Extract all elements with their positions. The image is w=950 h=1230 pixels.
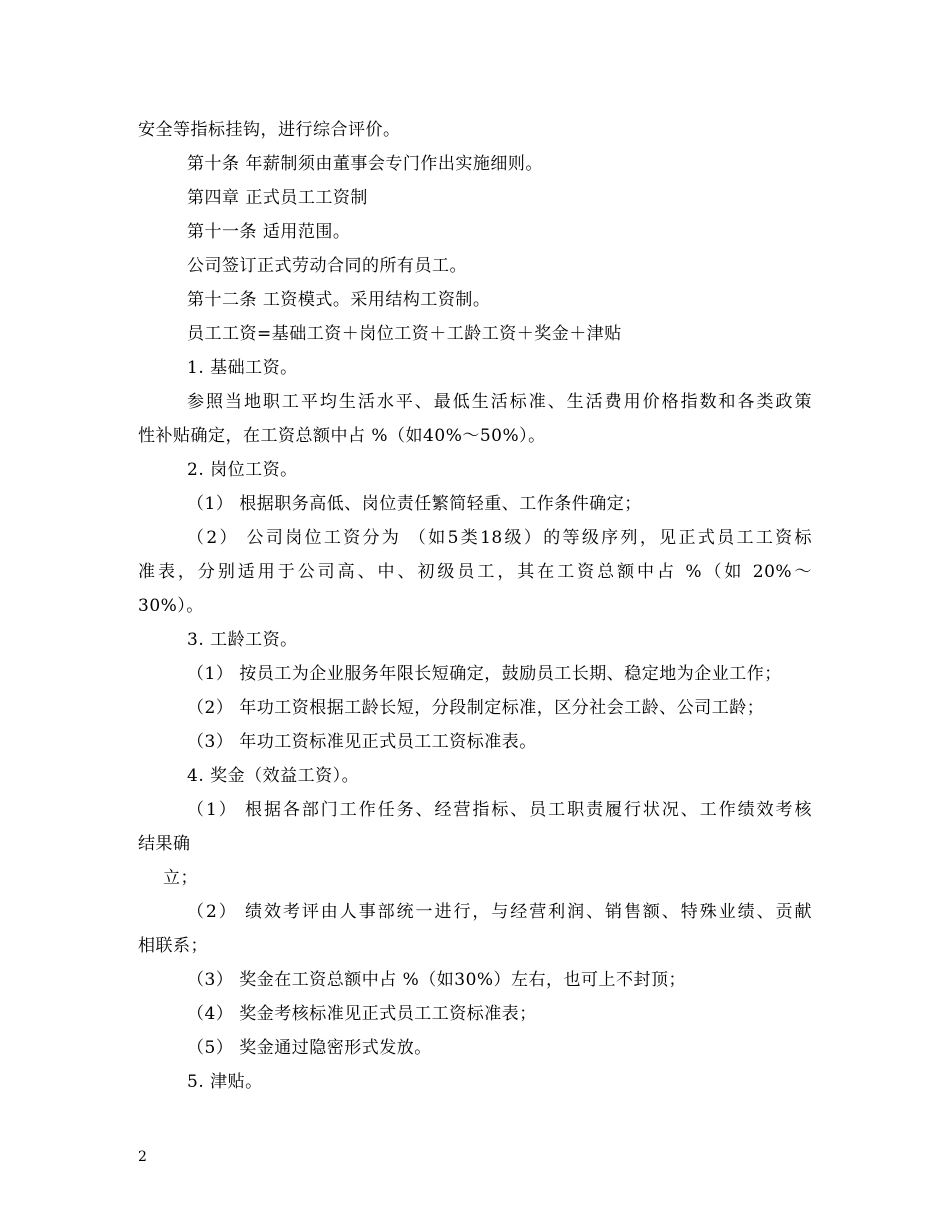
paragraph-line: 安全等指标挂钩，进行综合评价。	[138, 120, 401, 140]
page-number: 2	[138, 1149, 147, 1165]
list-item: （5） 奖金通过隐密形式发放。	[187, 1038, 432, 1058]
salary-formula: 员工工资=基础工资＋岗位工资＋工龄工资＋奖金＋津贴	[187, 324, 622, 344]
article-ten: 第十条 年薪制须由董事会专门作出实施细则。	[187, 154, 543, 174]
list-item: （2） 绩效考评由人事部统一进行，与经营利润、销售额、特殊业绩、贡献	[187, 902, 812, 922]
paragraph-line: 30%）。	[138, 596, 204, 616]
paragraph-line: 相联系；	[138, 936, 208, 956]
paragraph-line: 立；	[163, 868, 198, 888]
list-item: （1） 根据职务高低、岗位责任繁简轻重、工作条件确定；	[187, 494, 642, 514]
section-seniority-salary: 3. 工龄工资。	[187, 630, 298, 650]
section-allowance: 5. 津贴。	[187, 1072, 263, 1092]
paragraph-line: 参照当地职工平均生活水平、最低生活标准、生活费用价格指数和各类政策	[187, 392, 812, 412]
paragraph-line: 公司签订正式劳动合同的所有员工。	[187, 256, 467, 276]
list-item: （2） 年功工资根据工龄长短，分段制定标准，区分社会工龄、公司工龄；	[187, 698, 765, 718]
paragraph-line: 结果确	[138, 834, 191, 854]
article-eleven: 第十一条 适用范围。	[187, 222, 351, 242]
list-item: （2） 公司岗位工资分为 （如5类18级）的等级序列，见正式员工工资标	[187, 528, 812, 548]
article-twelve: 第十二条 工资模式。采用结构工资制。	[187, 290, 491, 310]
list-item: （3） 年功工资标准见正式员工工资标准表。	[187, 732, 537, 752]
paragraph-line: 准表，分别适用于公司高、中、初级员工，其在工资总额中占 %（如 20%～	[138, 562, 812, 582]
list-item: （4） 奖金考核标准见正式员工工资标准表；	[187, 1004, 537, 1024]
list-item: （1） 根据各部门工作任务、经营指标、员工职责履行状况、工作绩效考核	[187, 800, 812, 820]
list-item: （3） 奖金在工资总额中占 %（如30%）左右，也可上不封顶；	[187, 970, 687, 990]
paragraph-line: 性补贴确定，在工资总额中占 %（如40%～50%）。	[138, 426, 546, 446]
section-bonus: 4. 奖金（效益工资）。	[187, 766, 360, 786]
section-basic-salary: 1. 基础工资。	[187, 358, 298, 378]
chapter-four-heading: 第四章 正式员工工资制	[187, 188, 368, 208]
section-position-salary: 2. 岗位工资。	[187, 460, 298, 480]
list-item: （1） 按员工为企业服务年限长短确定，鼓励员工长期、稳定地为企业工作；	[187, 664, 782, 684]
